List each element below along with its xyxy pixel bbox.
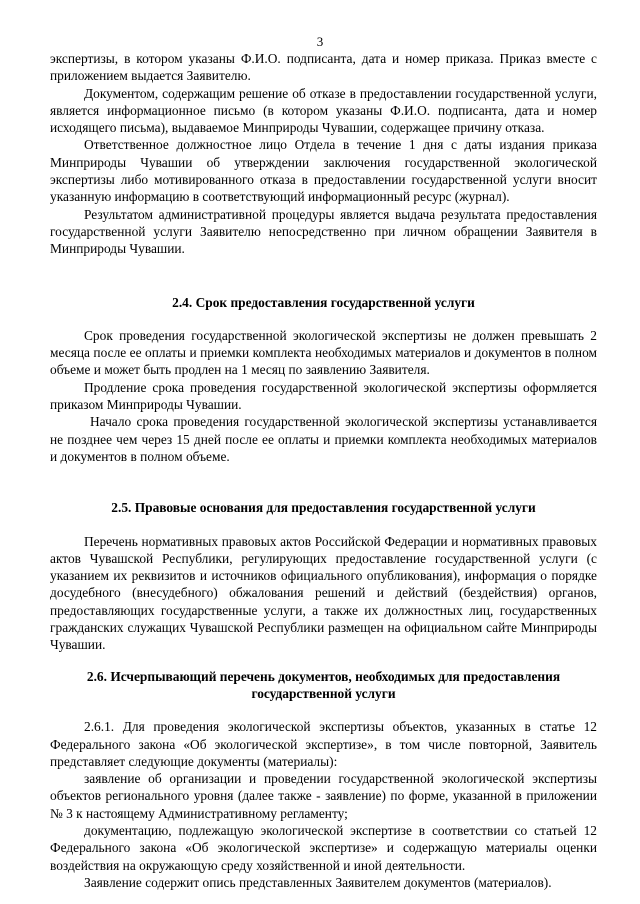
section-heading-2-6: 2.6. Исчерпывающий перечень документов, необходимых для предоставления государственной услуги bbox=[86, 668, 561, 701]
paragraph: экспертизы, в котором указаны Ф.И.О. подписанта, дата и номер приказа. Приказ вместе с приложением выдается Заявителю. bbox=[50, 51, 597, 84]
paragraph: Продление срока проведения государственной экологической экспертизы оформляется приказом Минприроды Чувашии. bbox=[50, 379, 597, 413]
paragraph: заявление об организации и проведении государственной экологической экспертизы объектов регионального уровня (далее также - заявление) по форме, указанной в приложении № 3 к настоящему Административному регламенту; bbox=[50, 771, 597, 821]
paragraph: документацию, подлежащую экологической экспертизе в соответствии со статьей 12 Федерального закона «Об экологической экспертизе» и содержащую материалы оценки воздействия на окружающую среду хозяйственной и иной деятельности. bbox=[50, 822, 597, 873]
section-heading-2-4: 2.4. Срок предоставления государственной услуги bbox=[172, 294, 475, 310]
page-number: 3 bbox=[316, 34, 324, 49]
section-heading-2-5: 2.5. Правовые основания для предоставления государственной услуги bbox=[111, 500, 536, 516]
paragraph: Документом, содержащим решение об отказе в предоставлении государственной услуги, является информационное письмо (в котором указаны Ф.И.О. подписанта, дата и номер исходящего письма), выдаваемое Минприроды Чувашии, содержащее причину отказа. bbox=[50, 85, 597, 136]
paragraph: Срок проведения государственной экологической экспертизы не должен превышать 2 месяца после ее оплаты и приемки комплекта необходимых материалов и документов в полном объеме и может быть продлен на 1 месяц по заявлению Заявителя. bbox=[50, 327, 597, 378]
paragraph: Начало срока проведения государственной экологической экспертизы устанавливается не позднее чем через 15 дней после ее оплаты и приемки комплекта необходимых материалов и документов в полном объеме. bbox=[50, 414, 597, 464]
paragraph: Ответственное должностное лицо Отдела в течение 1 дня с даты издания приказа Минприроды Чувашии об утверждении заключения государственной экологической экспертизы либо мотивированного отказа в предоставлении государственной услуги вносит указанную информацию в соответствующий информационный ресурс (журнал). bbox=[50, 137, 597, 205]
page-content bbox=[50, 50, 597, 891]
paragraph: Результатом административной процедуры является выдача результата предоставления государственной услуги Заявителю непосредственно при личном обращении Заявителя в Минприроды Чувашии. bbox=[50, 206, 597, 257]
paragraph: Перечень нормативных правовых актов Российской Федерации и нормативных правовых актов Чувашской Республики, регулирующих предоставление государственной услуги (с указанием их реквизитов и источников официального опубликования), информация о порядке досудебного (внесудебного) обжалования решений и действий (бездействия) органов, предоставляющих государственные услуги, а также их должностных лиц, государственных гражданских служащих Чувашской Республики размещен на официальном сайте Минприроды Чувашии. bbox=[50, 533, 597, 653]
paragraph: 2.6.1. Для проведения экологической экспертизы объектов, указанных в статье 12 Федерального закона «Об экологической экспертизе», в том числе повторной, Заявитель представляет следующие документы (материалы): bbox=[50, 719, 597, 769]
paragraph: Заявление содержит опись представленных Заявителем документов (материалов). bbox=[84, 874, 552, 890]
